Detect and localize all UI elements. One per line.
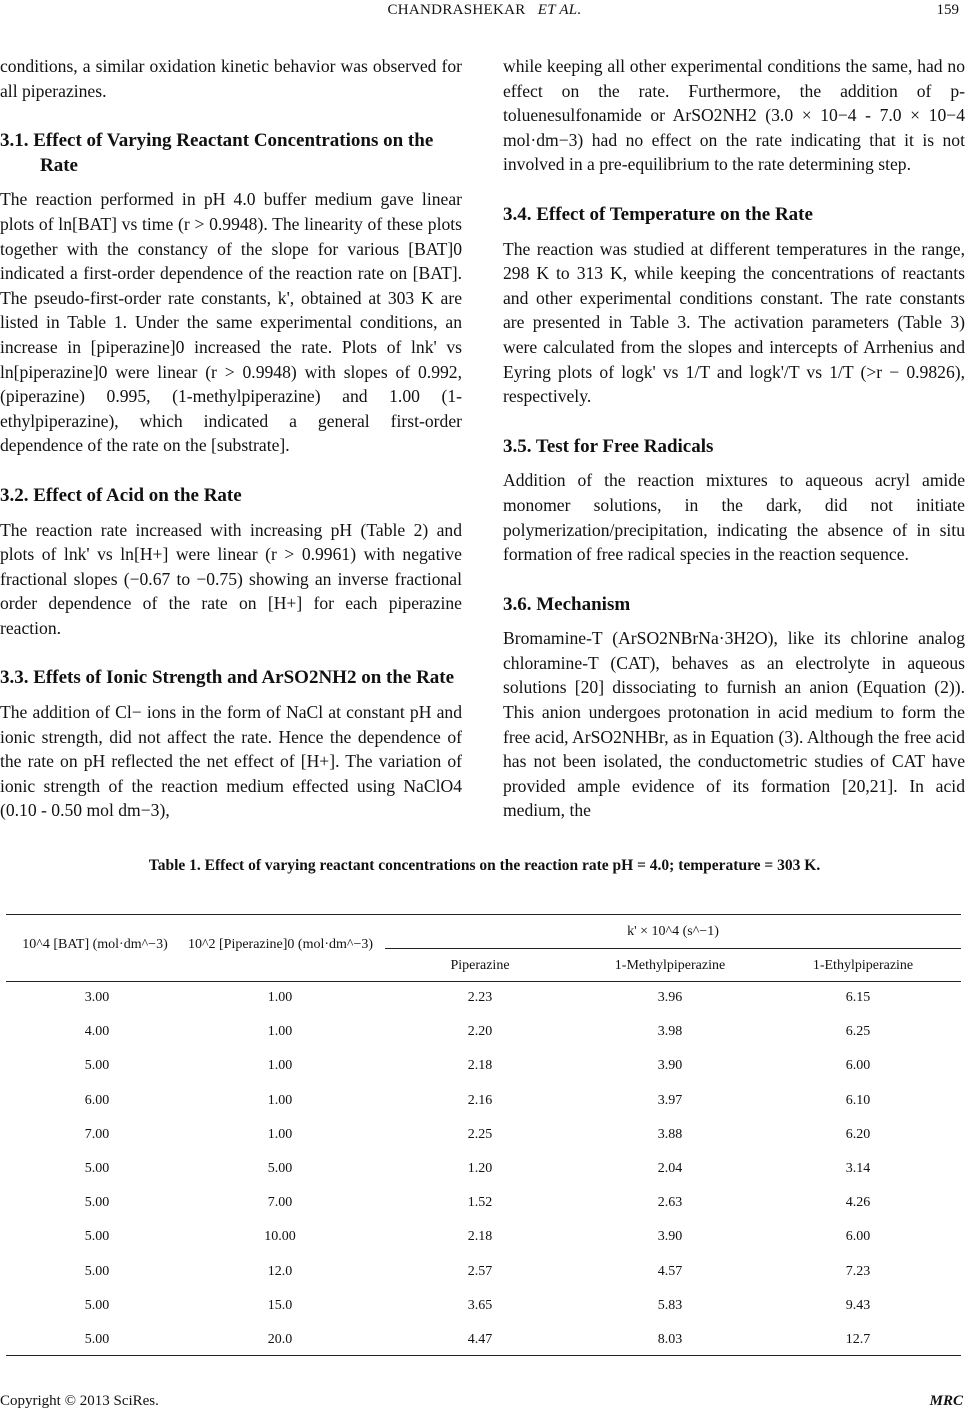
cell-bat: 5.00: [84, 1195, 110, 1211]
table-group-rule: [385, 948, 961, 949]
subheader-1-ethylpiperazine: 1-Ethylpiperazine: [812, 958, 914, 973]
cell-k-1-methylpiperazine: 2.63: [657, 1195, 683, 1211]
cell-k-1-methylpiperazine: 3.90: [657, 1229, 683, 1245]
left-column: [0, 54, 462, 823]
subheader-1-methylpiperazine: 1-Methylpiperazine: [614, 958, 726, 973]
cell-piperazine-conc: 1.00: [267, 1092, 293, 1108]
cell-k-1-ethylpiperazine: 12.7: [845, 1332, 871, 1347]
table-caption: Table 1. Effect of varying reactant concentrations on the reaction rate pH = 4.0; temperature = 303 K.: [148, 857, 821, 874]
cell-k-1-ethylpiperazine: 9.43: [845, 1297, 871, 1313]
column-header-bat: 10^4 [BAT] (mol·dm^−3): [22, 937, 168, 952]
cell-k-1-methylpiperazine: 4.57: [657, 1263, 683, 1279]
cell-piperazine-conc: 20.0: [267, 1332, 293, 1347]
running-head-title: [0, 2, 969, 19]
section-3-6-body: Bromamine-T (ArSO2NBrNa·3H2O), like its chlorine analog chloramine-T (CAT), behaves as an electrolyte in aqueous solutions [20] dissociating to furnish an anion (Equation (2)). This anion undergoes protonation in acid medium to form the free acid, ArSO2NHBr, as in Equation (3). Although the free acid has not been isolated, the conductometric studies of CAT have provided ample evidence of its formation [20,21]. In acid medium, the: [503, 628, 965, 821]
cell-bat: 7.00: [84, 1126, 110, 1142]
cell-k-piperazine: 1.20: [467, 1161, 493, 1176]
author-name: CHANDRASHEKAR: [387, 2, 526, 18]
section-3-4-heading: 3.4. Effect of Temperature on the Rate: [503, 203, 813, 225]
cell-k-piperazine: 2.25: [467, 1126, 493, 1142]
cell-k-1-ethylpiperazine: 6.15: [845, 990, 871, 1005]
section-3-6-heading: 3.6. Mechanism: [503, 593, 631, 615]
cell-k-1-methylpiperazine: 3.88: [657, 1126, 683, 1142]
cell-k-1-methylpiperazine: 5.83: [657, 1297, 683, 1313]
cell-k-1-methylpiperazine: 3.90: [657, 1058, 683, 1074]
section-3-2-heading: 3.2. Effect of Acid on the Rate: [0, 484, 242, 506]
cell-k-1-ethylpiperazine: 3.14: [845, 1161, 871, 1176]
cell-k-1-ethylpiperazine: 6.20: [845, 1126, 871, 1142]
table-header-rule: [6, 981, 961, 982]
cell-k-1-methylpiperazine: 2.04: [657, 1161, 683, 1176]
table-bottom-rule: [6, 1355, 961, 1356]
cell-piperazine-conc: 1.00: [267, 990, 293, 1005]
copyright-notice: Copyright © 2013 SciRes.: [0, 1393, 159, 1409]
cell-k-1-ethylpiperazine: 6.00: [845, 1058, 871, 1074]
cell-k-piperazine: 2.57: [467, 1263, 493, 1279]
section-3-2-body: The reaction rate increased with increasing pH (Table 2) and plots of lnk' vs ln[H+] were linear (r > 0.9961) with negative fractional slopes (−0.67 to −0.75) showing an inverse fractional order dependence of the rate on [H+] for each piperazine reaction.: [0, 519, 462, 638]
cell-k-piperazine: 4.47: [467, 1332, 493, 1347]
cell-bat: 5.00: [84, 1332, 110, 1347]
cell-k-1-methylpiperazine: 3.96: [657, 990, 683, 1005]
cell-bat: 5.00: [84, 1229, 110, 1245]
cell-k-piperazine: 2.20: [467, 1024, 493, 1040]
intro-paragraph: conditions, a similar oxidation kinetic behavior was observed for all piperazines.: [0, 56, 462, 101]
cell-k-piperazine: 2.16: [467, 1092, 493, 1108]
cell-bat: 3.00: [84, 990, 110, 1005]
cell-k-1-ethylpiperazine: 6.25: [845, 1024, 871, 1040]
cell-piperazine-conc: 10.00: [264, 1229, 296, 1245]
right-column: [503, 54, 965, 823]
cell-k-1-methylpiperazine: 8.03: [657, 1332, 683, 1347]
cell-k-1-ethylpiperazine: 6.00: [845, 1229, 871, 1245]
cell-k-1-methylpiperazine: 3.98: [657, 1024, 683, 1040]
section-3-1-heading: 3.1. Effect of Varying Reactant Concentrations on the Rate: [0, 130, 434, 176]
cell-k-1-ethylpiperazine: 6.10: [845, 1092, 871, 1108]
cell-k-1-methylpiperazine: 3.97: [657, 1092, 683, 1108]
section-3-5-body: Addition of the reaction mixtures to aqueous acryl amide monomer solutions, in the dark, did not initiate polymerization/precipitation, indicating the absence of in situ formation of free radical species in the reaction sequence.: [503, 470, 965, 565]
page-number: 159: [936, 2, 959, 18]
cell-piperazine-conc: 1.00: [267, 1024, 293, 1040]
section-3-1-body: The reaction performed in pH 4.0 buffer medium gave linear plots of ln[BAT] vs time (r > 0.9948). The linearity of these plots together with the constancy of the slope for various [BAT]0 indicated a first-order dependence of the reaction rate on [BAT]. The pseudo-first-order rate constants, k', obtained at 303 K are listed in Table 1. Under the same experimental conditions, an increase in [piperazine]0 increased the rate. Plots of lnk' vs ln[piperazine]0 were linear (r > 0.9948) with slopes of 0.992, (piperazine) 0.995, (1-methylpiperazine) and 1.00 (1-ethylpiperazine), which indicated a general first-order dependence of the rate on the [substrate].: [0, 189, 462, 456]
cell-k-piperazine: 3.65: [467, 1297, 493, 1313]
cell-bat: 5.00: [84, 1263, 110, 1279]
cell-bat: 4.00: [84, 1024, 110, 1040]
table-top-rule: [6, 914, 961, 915]
journal-abbreviation: MRC: [929, 1393, 963, 1409]
cell-piperazine-conc: 5.00: [267, 1161, 293, 1176]
cell-k-piperazine: 2.18: [467, 1229, 493, 1245]
cell-bat: 6.00: [84, 1092, 110, 1108]
cell-k-piperazine: 2.23: [467, 990, 493, 1005]
cell-piperazine-conc: 12.0: [267, 1263, 293, 1279]
cell-bat: 5.00: [84, 1297, 110, 1313]
cell-k-piperazine: 1.52: [467, 1195, 493, 1211]
cell-piperazine-conc: 1.00: [267, 1058, 293, 1074]
cell-piperazine-conc: 7.00: [267, 1195, 293, 1211]
running-header: [0, 0, 969, 28]
et-al: ET AL.: [537, 2, 582, 18]
section-3-3-heading: 3.3. Effets of Ionic Strength and ArSO2NH2 on the Rate: [0, 667, 455, 689]
cell-k-1-ethylpiperazine: 4.26: [845, 1195, 871, 1211]
cell-k-piperazine: 2.18: [467, 1058, 493, 1074]
section-3-3-body: The addition of Cl− ions in the form of NaCl at constant pH and ionic strength, did not affect the rate. Hence the dependence of the rate on pH reflected the net effect of [H+]. The variation of ionic strength of the reaction medium effected using NaClO4 (0.10 - 0.50 mol dm−3),: [0, 702, 462, 821]
continued-paragraph: while keeping all other experimental conditions the same, had no effect on the rate. Furthermore, the addition of p-toluenesulfonamide or ArSO2NH2 (3.0 × 10−4 - 7.0 × 10−4 mol·dm−3) had no effect on the rate indicating that it is not involved in a pre-equilibrium to the rate determining step.: [503, 56, 965, 175]
cell-k-1-ethylpiperazine: 7.23: [845, 1263, 871, 1279]
column-header-rate-constant: k' × 10^4 (s^−1): [627, 924, 719, 939]
cell-piperazine-conc: 15.0: [267, 1297, 293, 1313]
section-3-4-body: The reaction was studied at different temperatures in the range, 298 K to 313 K, while keeping the concentrations of reactants and other experimental conditions constant. The rate constants are presented in Table 3. The activation parameters (Table 3) were calculated from the slopes and intercepts of Arrhenius and Eyring plots of logk' vs 1/T and logk'/T vs 1/T (>r − 0.9826), respectively.: [503, 238, 965, 407]
cell-bat: 5.00: [84, 1161, 110, 1176]
column-header-piperazine-conc: 10^2 [Piperazine]0 (mol·dm^−3): [187, 937, 374, 952]
cell-piperazine-conc: 1.00: [267, 1126, 293, 1142]
section-3-5-heading: 3.5. Test for Free Radicals: [503, 435, 714, 457]
cell-bat: 5.00: [84, 1058, 110, 1074]
subheader-piperazine: Piperazine: [450, 958, 510, 973]
